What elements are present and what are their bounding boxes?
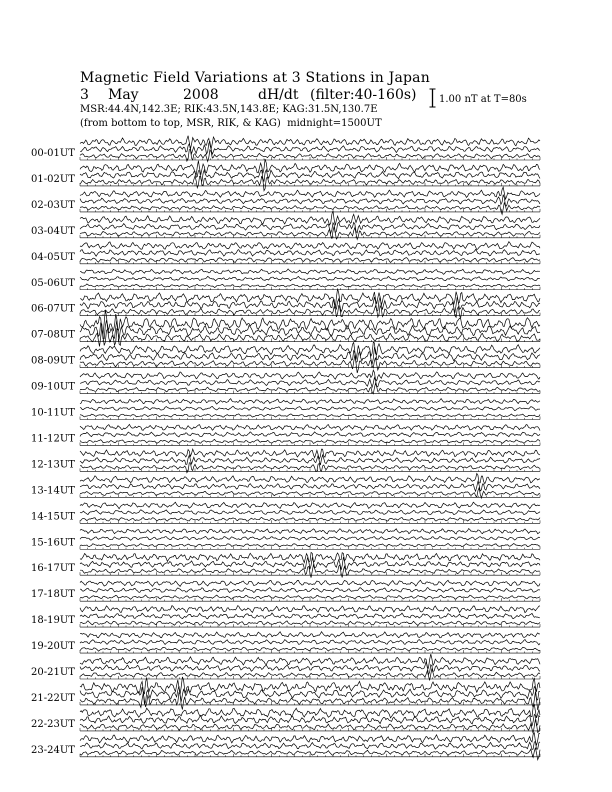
hour-row [31,289,540,318]
row-label: 10-11UT [31,407,75,419]
midnight-note: midnight=1500UT [287,118,382,129]
row-ticks [80,598,540,601]
row-label: 07-08UT [31,329,75,341]
trace-rik [80,686,540,704]
hour-row [31,159,540,191]
trace-rik [80,613,540,619]
hour-row [31,580,540,601]
trace-kag [80,502,540,509]
row-label: 19-20UT [31,641,75,653]
trace-rik [80,432,540,437]
row-label: 02-03UT [31,199,75,211]
trace-rik [80,588,540,593]
trace-kag [80,580,540,586]
scale-label: 1.00 nT at T=80s [439,94,527,105]
trace-rik [80,378,540,388]
row-label: 03-04UT [31,225,75,237]
trace-rik [80,222,540,233]
trace-msr [80,328,540,347]
row-label: 14-15UT [31,511,75,523]
row-ticks [80,728,540,731]
trace-rik [80,510,540,515]
trace-kag [80,449,540,459]
trace-kag [80,474,540,484]
row-label: 05-06UT [31,277,75,289]
trace-kag [80,269,540,275]
chart-title: Magnetic Field Variations at 3 Stations in Japan [80,70,430,86]
quantity: dH/dt [258,87,299,103]
trace-kag [80,606,540,613]
hour-row [31,211,540,240]
trace-msr [80,748,540,760]
trace-kag [80,242,540,250]
trace-kag [80,552,540,562]
day: 3 [80,87,89,103]
trace-rik [80,640,540,645]
row-ticks [80,520,540,523]
hour-row [31,242,540,264]
trace-rik [80,536,540,540]
trace-rik [80,742,540,750]
row-label: 04-05UT [31,251,75,263]
trace-kag [80,187,540,199]
row-label: 20-21UT [31,667,75,678]
trace-kag [80,211,540,226]
trace-kag [80,289,540,309]
trace-rik [80,455,540,465]
trace-rik [80,714,540,726]
trace-kag [80,370,540,381]
trace-msr [80,355,540,373]
trace-rik [80,249,540,256]
hour-row [31,677,540,710]
trace-rik [80,406,540,410]
row-ticks [80,417,540,420]
row-label: 18-19UT [31,615,75,627]
row-label: 06-07UT [31,303,75,315]
trace-msr [80,565,540,578]
hour-row [31,370,540,394]
row-label: 13-14UT [31,485,75,497]
hour-row [31,399,540,420]
row-label: 17-18UT [31,589,75,601]
row-label: 21-22UT [31,692,75,704]
filter: (filter:40-160s) [310,87,417,103]
row-ticks [80,754,540,757]
trace-kag [80,705,540,718]
trace-kag [80,399,540,405]
month: May [108,87,139,103]
trace-msr [80,647,540,651]
trace-kag [80,529,540,535]
trace-rik [80,482,540,492]
row-label: 08-09UT [31,355,75,367]
trace-rik [80,662,540,675]
hour-row [31,474,540,499]
row-label: 23-24UT [31,744,75,756]
trace-kag [80,342,540,359]
row-ticks [80,546,540,549]
hour-row [31,269,540,290]
row-label: 16-17UT [31,563,75,575]
hour-row [31,733,540,760]
hour-row [31,187,540,214]
trace-kag [80,733,540,746]
row-ticks [80,287,540,290]
row-label: 11-12UT [31,433,75,445]
hour-row [31,502,540,523]
trace-msr [80,176,540,191]
hour-row [31,552,540,577]
hour-row [31,705,540,734]
row-label: 12-13UT [31,459,75,471]
row-label: 22-23UT [31,718,75,730]
hour-row [31,342,540,373]
row-label: 09-10UT [31,381,75,393]
row-ticks [80,676,540,679]
row-ticks [80,391,540,394]
hour-row [31,449,540,473]
year: 2008 [183,87,219,103]
row-ticks [80,313,540,316]
trace-kag [80,424,540,430]
row-ticks [80,468,540,471]
hour-row [31,136,540,162]
trace-kag [80,159,540,175]
trace-kag [80,654,540,668]
trace-kag [80,632,540,638]
hour-row [31,424,540,445]
trace-kag [80,136,540,149]
row-ticks [80,494,540,497]
order-note: (from bottom to top, MSR, RIK, & KAG) [80,118,281,129]
trace-msr [80,202,540,214]
hour-row [31,632,540,653]
hour-row [31,529,540,550]
hour-row [31,606,540,628]
hour-row [31,310,540,347]
trace-rik [80,276,540,280]
hour-row [31,654,540,680]
row-label: 01-02UT [31,173,75,185]
row-label: 00-01UT [31,148,75,159]
trace-rik [80,348,540,365]
stations-line: MSR:44.4N,142.3E; RIK:43.5N,143.8E; KAG:31.5N,130.7E [80,104,378,115]
row-ticks [80,157,540,160]
row-label: 15-16UT [31,537,75,549]
